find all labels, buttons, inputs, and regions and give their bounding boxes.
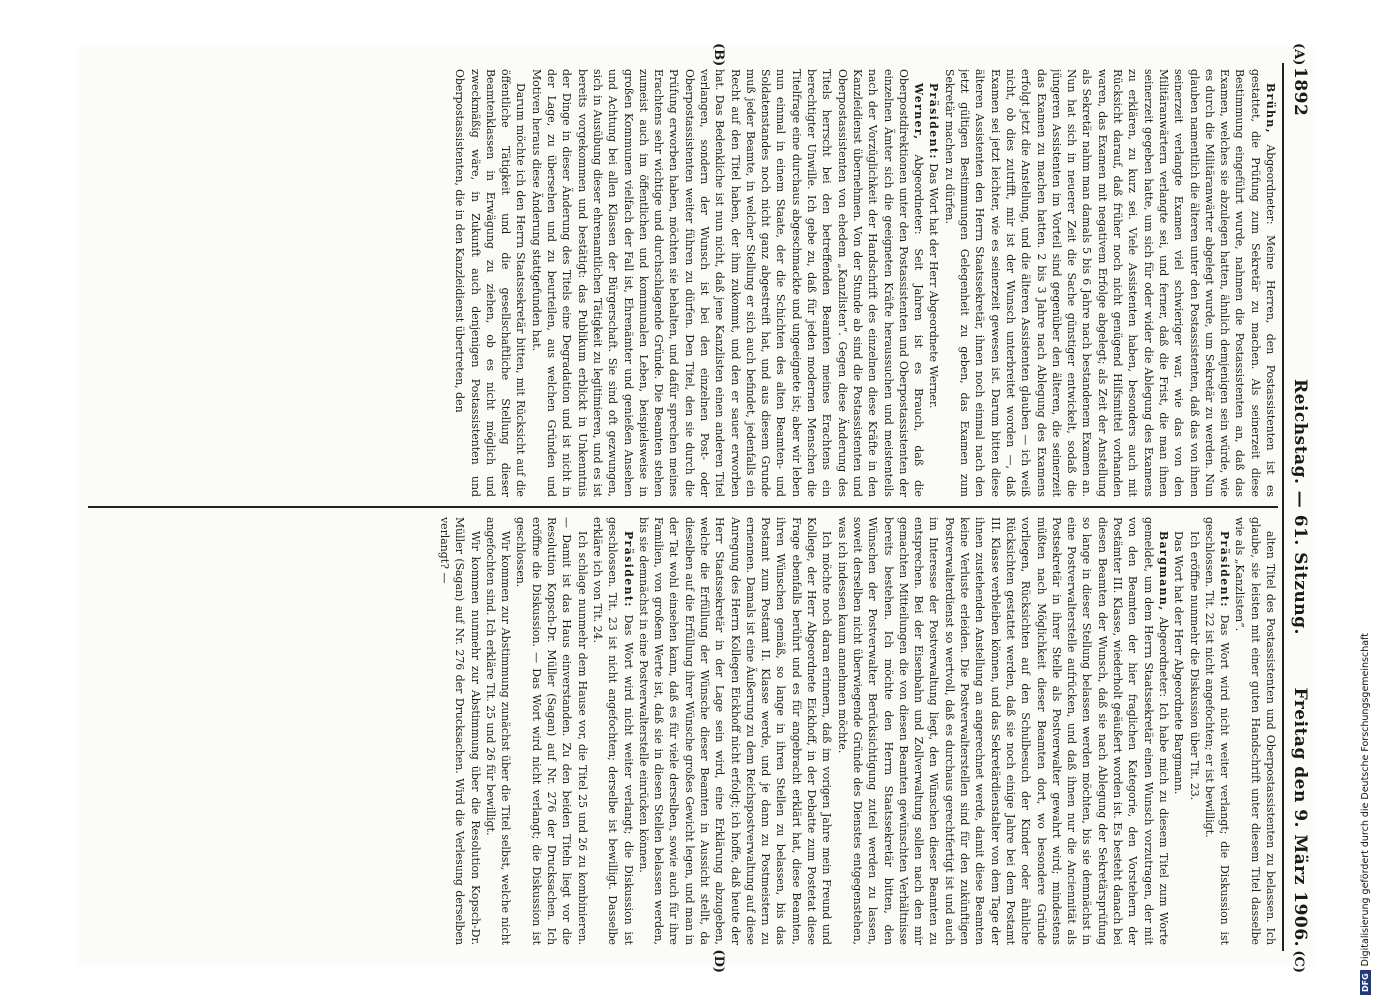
speaker-name: Präsident: bbox=[1218, 531, 1232, 608]
paragraph-text: Seit Jahren ist es Brauch, daß die Oberpostdirektionen unter den Postassistenten und Oberpostassistenten der einzelnen Ämter sich die geeigneten Kräfte heraussuchen und meistenteils nach der Vorzüglichkeit der Handschrift des einzelnen diese Kräfte in den Kanzleidienst übernehmen. Von der Stunde ab sind die Postassistenten und Oberpostassistenten von ehedem „Kanzlisten“. Gegen diese Änderung des Titels herrscht bei den betreffenden Beamten meines Erachtens ein berechtigter Unwille. Ich gebe zu, daß für jeden modernen Menschen die Titelfrage eine durchaus abgeschmackte und ungeeignete ist; aber wir leben nun einmal in einem Staate, der die Schichten des alten Beamten- und Soldatenstandes noch nicht ganz abgestreift hat, und aus diesem Grunde muß jeder Beamte, in welcher Stellung er sich auch befindet, jedenfalls ein Recht auf den Titel haben, der ihm zukommt, und den er sauer erworben hat. Das Bedenkliche ist nun nicht, daß jene Kanzlisten einen anderen Titel verlangen, sondern der Wunsch ist bei den einzelnen Post- oder Oberpostassistenten weiter führen zu dürfen. Den Titel, den sie durch die Prüfung erworben haben, möchten sie behalten, und dafür sprechen meines Erachtens sehr wichtige und durchschlagende Gründe. Die Beamten stehen zumeist auch im öffentlichen und kommunalen Leben, beispielsweise in großen Kommunen vielfach der Fall ist, Ehrenämter und genießen Ansehen und Achtung bei allen Klassen der Bürgerschaft. Sie sind oft gezwungen, sich in Ausübung dieser ehrenamtlichen Tätigkeit zu legitimieren, und es ist bereits vorgekommen und bestätigt: das Publikum erblickt in Unkenntnis der Dinge in dieser Änderung des Titels eine Degradation und ist nicht in der Lage, zu übersehen und zu beurteilen, aus welchen Gründen und Motiven heraus diese Änderung stattgefunden hat. bbox=[529, 69, 926, 497]
header-rule bbox=[1283, 63, 1285, 951]
paragraph-text: Ich habe mich zu diesem Titel zum Worte gemeldet, um dem Herrn Staatssekretär einen Wunsch vorzutragen, der mit von den Beamten der hier fraglichen Kategorie, den Vorstehern der Postämter III. Klasse, wiederholt geäußert worden ist. Es besteht danach bei diesen Beamten der Wunsch, daß sie nach Ablegung der Sekretärsprüfung so lange in dieser Stellung belassen werden möchten, bis sie demnächst in eine Postverwalterstelle aufrücken, und daß ihnen nur die Anciennität als Postsekretär in ihrer Stelle als Postverwalter gewahrt wird; mindestens müßten nach Möglichkeit dieser Beamten dort, wo besondere Gründe vorliegen, Rücksichten auf den Schulbesuch der Kinder oder ähnliche Rücksichten gestattet werden, daß sie noch einige Jahre bei dem Postamt III. Klasse verbleiben können, und das Sekretärdienstalter von dem Tage der ihnen zustehenden Anstellung an angerechnet werde, damit diese Beamten keine Verluste erleiden. Die Postverwalterstellen sind für den zukünftigen Postverwalterdienst so wertvoll, daß es durchaus gerechtfertigt ist und auch im Interesse der Postverwaltung liegt, den Wünschen dieser Beamten zu entsprechen. Bei der Eisenbahn und Zollverwaltung sollen nach den mir gemachten Mitteilungen die von diesen Beamten gewünschten Verhältnisse bereits bestehen. Ich möchte den Herrn Staatssekretär bitten, den Wünschen der Postverwalter Berücksichtigung zuteil werden zu lassen, soweit derselben nicht überwiegende Gründe des Dienstes entgegenstehen, was ich indessen kaum annehmen möchte. bbox=[835, 517, 1170, 945]
paragraph bbox=[452, 69, 528, 497]
paragraph-text: Meine Herren, den Postassistenten ist es gestattet, die Prüfung zum Sekretär zu machen. Als seinerzeit diese Bestimmung eingeführt wurde, nahmen die Postassistenten an, daß das Examen, welches sie abzulegen hatten, ähnlich demjenigen sein würde, wie es durch die Militäranwärter abgelegt wurde, um Sekretär zu werden. Nun glauben namentlich die älteren unter den Postassistenten, daß das von ihnen seinerzeit verlangte Examen viel schwieriger war, wie das von den Militäranwärtern verlangte sei, und ferner, daß die Frist, die man ihnen seinerzeit gegeben hatte, um sich für oder wider die Ablegung des Examens zu erklären, zu kurz sei. Viele Assistenten haben, besonders auch mit Rücksicht darauf, daß früher noch nicht genügend Hilfsmittel vorhanden waren, das Examen mit negativem Erfolge abgelegt; als Zeit der Anstellung als Sekretär nahm man damals 5 bis 6 Jahre nach bestandenem Examen an. Nun hat sich in neuerer Zeit die Sache günstiger entwickelt, sodaß die jüngeren Assistenten im Vorteil sind gegenüber den älteren, die seinerzeit das Examen zu machen hatten. 2 bis 3 Jahre nach Ablegung des Examens erfolgt jetzt die Anstellung, und die älteren Assistenten glauben — ich weiß nicht, ob dies zutrifft, mir ist der Wunsch unterbreitet worden —, daß Examen sei jetzt leichter, wie es seinerzeit gewesen ist. Darum bitten diese älteren Assistenten den Herrn Staatssekretär, ihnen noch einmal nach den jetzt gültigen Bestimmungen Gelegenheit zu geben, das Examen zum Sekretär machen zu dürfen. bbox=[942, 69, 1277, 497]
paragraph bbox=[834, 517, 1171, 945]
speaker-name: Bargmann, bbox=[1156, 531, 1170, 612]
paragraph bbox=[437, 517, 483, 945]
paragraph-text: Das Wort hat der Herr Abgeordnete Werner. bbox=[927, 163, 941, 409]
paragraph-text: Das Wort wird nicht weiter verlangt; die Diskussion ist geschlossen. Tit. 22 ist nicht angefochten; er ist bewilligt. bbox=[1202, 517, 1232, 945]
paragraph bbox=[636, 517, 835, 945]
paragraph-text: Ich schlage nunmehr dem Hause vor, die Titel 25 und 26 zu kombinieren. — Damit ist das Haus einverstanden. Zu den beiden Titeln liegt vor die Resolution Kopsch-Dr. Müller (Sagan) auf Nr. 276 der Drucksachen. Ich eröffne die Diskussion. — Das Wort wird nicht verlangt; die Diskussion ist geschlossen. bbox=[514, 517, 589, 945]
margin-marker-a: (A) bbox=[1291, 43, 1306, 66]
digitization-credit bbox=[1360, 633, 1371, 995]
paragraph-text: alten Titel des Postassistenten und Oberpostassistenten zu belassen. Ich glaube, sie leisten mit einer guten Handschrift unter diesem Titel dasselbe wie als „Kanzlisten“. bbox=[1233, 517, 1277, 945]
paragraph-text: Ich eröffne nunmehr die Diskussion über Tit. 23. bbox=[1187, 531, 1201, 801]
session-date: Freitag den 9. März 1906. bbox=[1290, 687, 1310, 947]
speaker-role: Abgeordneter: bbox=[1156, 616, 1170, 698]
paragraph bbox=[1202, 517, 1233, 945]
digitization-note: Digitalisierung gefördert durch die Deutsche Forschungsgemeinschaft bbox=[1360, 633, 1371, 967]
margin-marker-b: (B) bbox=[711, 43, 726, 67]
dfg-logo: DFG bbox=[1360, 970, 1371, 995]
paragraph bbox=[926, 69, 941, 497]
paragraph-text: Das Wort hat der Herr Abgeordnete Bargmann. bbox=[1172, 531, 1186, 795]
speaker-name: Präsident: bbox=[927, 83, 941, 160]
paragraph bbox=[1186, 517, 1201, 945]
speaker-role: Abgeordneter: bbox=[912, 154, 926, 235]
running-header bbox=[1284, 67, 1310, 947]
paragraph bbox=[590, 517, 636, 945]
speaker-name: Präsident: bbox=[621, 531, 635, 608]
margin-marker-d: (D) bbox=[711, 949, 726, 973]
text-column-right bbox=[88, 517, 1278, 945]
paragraph-text: Wir kommen zur Abstimmung zunächst über die Titel selbst, welche nicht angefochten sind. Ich erkläre Tit. 25 und 26 für bewilligt. bbox=[483, 517, 513, 945]
column-divider bbox=[88, 506, 1278, 508]
paragraph-text: Darum möchte ich den Herrn Staatssekretär bitten, mit Rücksicht auf die öffentliche Tätigkeit und die gesellschaftliche Stellung dieser Beamtenklassen in Erwägung zu ziehen, ob es nicht möglich und zweckmäßig wäre, in Zukunft auch denjenigen Postassistenten und Oberpostassistenten, die in den Kanzleidienst übertreten, den bbox=[453, 69, 528, 497]
paragraph bbox=[1171, 517, 1186, 945]
paragraph bbox=[941, 69, 1278, 497]
scanned-page bbox=[76, 43, 1316, 973]
paragraph-text: Wir kommen nunmehr zur Abstimmung über die Resolution Kopsch-Dr. Müller (Sagan) auf Nr. 276 der Drucksachen. Wird die Verlesung derselben verlangt? — bbox=[437, 517, 482, 945]
text-column-left bbox=[88, 69, 1278, 497]
paragraph bbox=[1232, 517, 1278, 945]
paragraph bbox=[528, 69, 926, 497]
speaker-name: Brühn, bbox=[1264, 83, 1277, 134]
page-number: 1892 bbox=[1290, 67, 1310, 117]
speaker-role: Abgeordneter: bbox=[1264, 144, 1277, 225]
margin-marker-c: (C) bbox=[1291, 950, 1306, 973]
speaker-name: Werner, bbox=[912, 83, 926, 141]
paragraph bbox=[513, 517, 589, 945]
paragraph-text: Ich möchte noch daran erinnern, daß im vorigen Jahre mein Freund und Kollege, der Herr Abgeordnete Eickhoff, in der Debatte zum Postetat diese Frage ebenfalls berührt und es für angebracht erklärt hat, diese Beamten, ihren Wünschen gemäß, so lange in ihren Stellen zu belassen, bis das Postamt zum Postamt II. Klasse werde, und je dann zu Postmeistern zu ernennen. Damals ist eine Äußerung zu dem Reichspostverwaltung auf diese Anregung des Herrn Kollegen Eickhoff nicht erfolgt; ich hoffe, daß heute der Herr Staatssekretär in der Lage sein wird, eine Erklärung abzugeben, welche die Erfüllung der Wünsche dieser Beamten in Aussicht stellt, da dieselben auf die Erfüllung ihrer Wünsche großes Gewicht legen, und man in der Tat wohl einsehen kann, daß es für viele derselben, sowie auch für ihre Familien, von großem Werte ist, daß sie in diesen Stellen belassen werden, bis sie demnächst in eine Postverwalterstelle einrücken können. bbox=[636, 517, 834, 945]
paragraph bbox=[483, 517, 514, 945]
page-title: Reichstag. — 61. Sitzung. bbox=[1290, 379, 1310, 635]
paragraph-text: Das Wort wird nicht weiter verlangt; die Diskussion ist geschlossen. Tit. 23 ist nicht angefochten; derselbe ist bewilligt. Dasselbe erkläre ich von Tit. 24. bbox=[590, 517, 635, 945]
